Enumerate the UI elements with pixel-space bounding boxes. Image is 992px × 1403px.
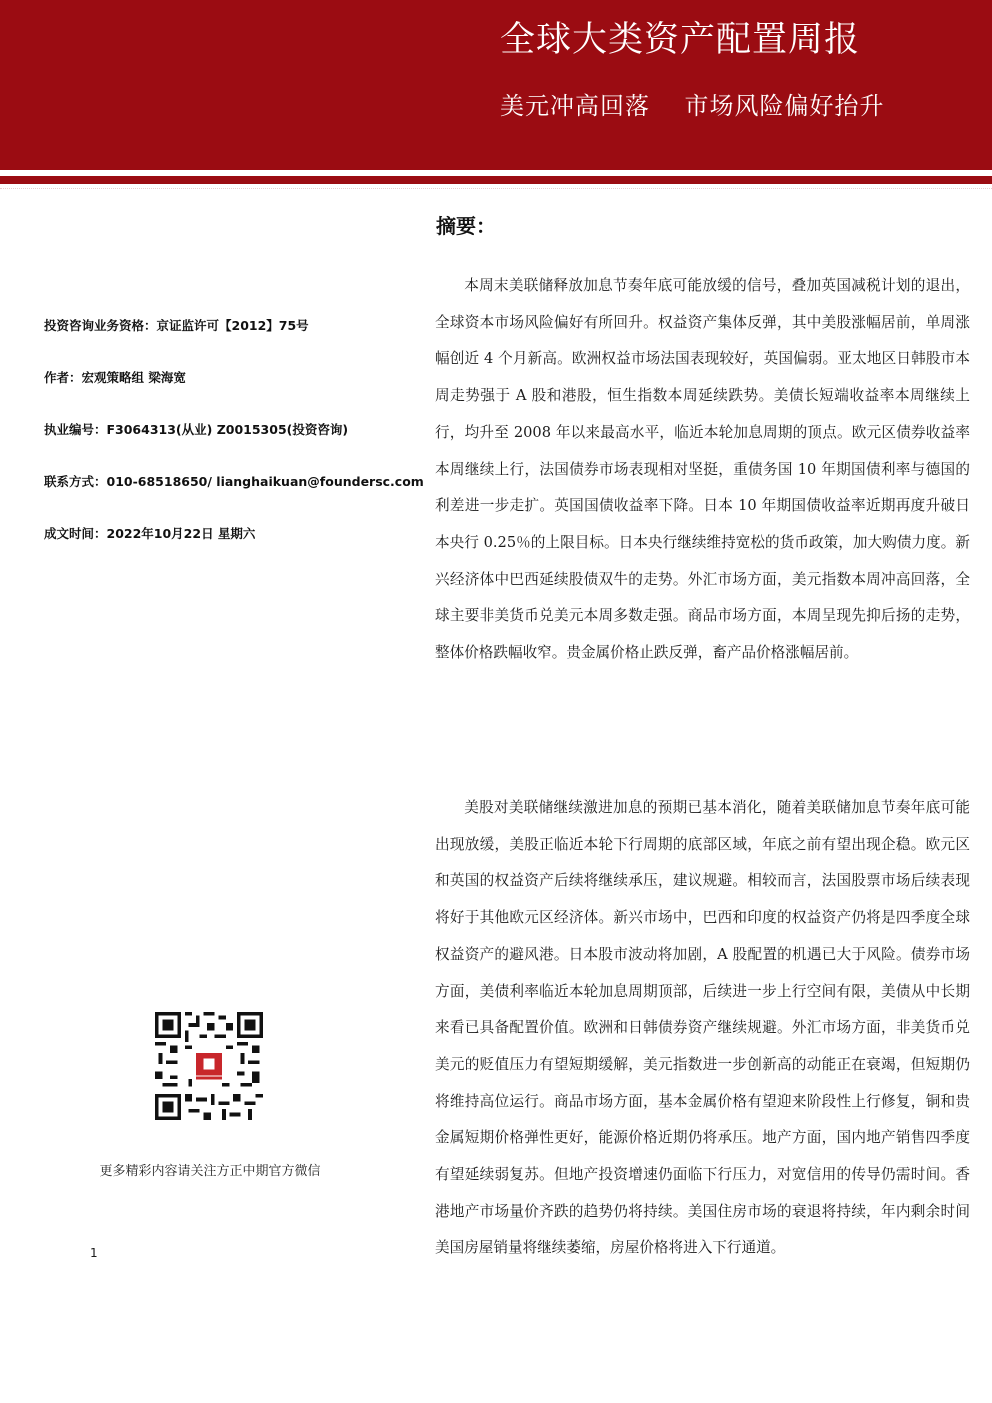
- qr-code-icon: [155, 1012, 263, 1120]
- date-line: 成文时间：2022年10月22日 星期六: [44, 526, 256, 541]
- qualification-line: 投资咨询业务资格：京证监许可【2012】75号: [44, 318, 309, 333]
- license-line: 执业编号：F3064313(从业) Z0015305(投资咨询): [44, 422, 349, 437]
- author-info: [44, 316, 424, 576]
- dotted-rule: [0, 188, 992, 189]
- abstract-paragraph: 美股对美联储继续激进加息的预期已基本消化，随着美联储加息节奏年底可能出现放缓，美股正临近本轮下行周期的底部区域，年底之前有望出现企稳。欧元区和英国的权益资产后续将继续承压，建议规避。相较而言，法国股票市场后续表现将好于其他欧元区经济体。新兴市场中，巴西和印度的权益资产仍将是四季度全球权益资产的避风港。日本股市波动将加剧，A 股配置的机遇已大于风险。债券市场方面，美债利率临近本轮加息周期顶部，后续进一步上行空间有限，美债从中长期来看已具备配置价值。欧洲和日韩债券资产继续规避。外汇市场方面，非美货币兑美元的贬值压力有望短期缓解，美元指数进一步创新高的动能正在衰竭，但短期仍将维持高位运行。商品市场方面，基本金属价格有望迎来阶段性上行修复，铜和贵金属短期价格弹性更好，能源价格近期仍将承压。地产方面，国内地产销售四季度有望延续弱复苏。但地产投资增速仍面临下行压力，对宽信用的传导仍需时间。香港地产市场量价齐跌的趋势仍将持续。美国住房市场的衰退将持续，年内剩余时间美国房屋销量将继续萎缩，房屋价格将进入下行通道。: [435, 799, 970, 1257]
- abstract-paragraph: 本周末美联储释放加息节奏年底可能放缓的信号，叠加英国减税计划的退出，全球资本市场风险偏好有所回升。权益资产集体反弹，其中美股涨幅居前，单周涨幅创近 4 个月新高。欧洲权益市场法国表现较好，英国偏弱。亚太地区日韩股市本周走势强于 A 股和港股，恒生指数本周延续跌势。美债长短端收益率本周继续上行，均升至 2008 年以来最高水平，临近本轮加息周期的顶点。欧元区债券收益率本周继续上行，法国债券市场表现相对坚挺，重债务国 10 年期国债利率与德国的利差进一步走扩。英国国债收益率下降。日本 10 年期国债收益率近期再度升破日本央行 0.25％的上限目标。日本央行继续维持宽松的货币政策，加大购债力度。新兴经济体中巴西延续股债双牛的走势。外汇市场方面，美元指数本周冲高回落，全球主要非美货币兑美元本周多数走强。商品市场方面，本周呈现先抑后扬的走势，整体价格跌幅收窄。贵金属价格止跌反弹，畜产品价格涨幅居前。: [435, 277, 970, 662]
- header-banner: [0, 0, 992, 170]
- report-subtitle: 美元冲高回落 市场风险偏好抬升: [500, 92, 885, 120]
- author-line: 作者：宏观策略组 梁海宽: [44, 370, 186, 385]
- contact-line: 联系方式：010-68518650/ lianghaikuan@foundersc.com: [44, 474, 424, 489]
- abstract-heading: 摘要：: [436, 214, 496, 238]
- qr-caption: 更多精彩内容请关注方正中期官方微信: [99, 1164, 321, 1179]
- header-divider: [0, 176, 992, 184]
- report-title: 全球大类资产配置周报: [500, 20, 861, 60]
- page-number: 1: [90, 1246, 98, 1260]
